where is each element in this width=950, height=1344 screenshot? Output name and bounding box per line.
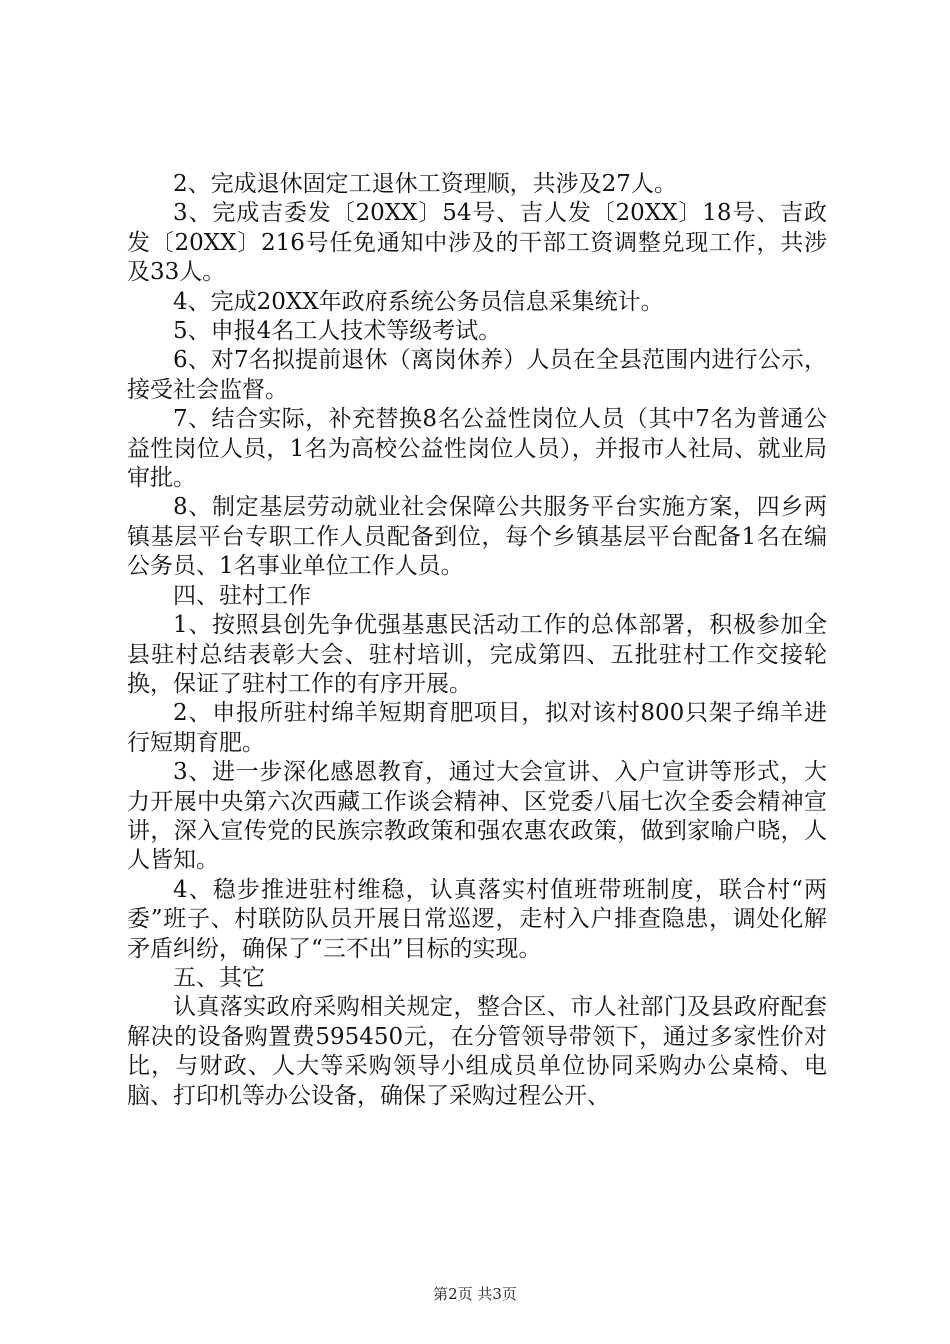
section-heading-village-work: 四、驻村工作 xyxy=(173,582,311,609)
document-body xyxy=(127,170,827,1111)
paragraph-worker-exam: 5、申报4名工人技术等级考试。 xyxy=(173,318,502,345)
paragraph-retirement-wages: 2、完成退休固定工退休工资理顺，共涉及27人。 xyxy=(173,171,677,197)
paragraph-salary-adjustment: 3、完成吉委发〔20XX〕54号、吉人发〔20XX〕18号、吉政发〔20XX〕216号任免通知中涉及的干部工资调整兑现工作，共涉及33人。 xyxy=(127,200,827,286)
paragraph-civil-servant-info: 4、完成20XX年政府系统公务员信息采集统计。 xyxy=(173,288,664,315)
paragraph-service-platform: 8、制定基层劳动就业社会保障公共服务平台实施方案，四乡两镇基层平台专职工作人员配备到位，每个乡镇基层平台配备1名在编公务员、1名事业单位工作人员。 xyxy=(127,494,827,580)
paragraph-sheep-fattening: 2、申报所驻村绵羊短期育肥项目，拟对该村800只架子绵羊进行短期育肥。 xyxy=(127,700,827,756)
paragraph-village-rotation: 1、按照县创先争优强基惠民活动工作的总体部署，积极参加全县驻村总结表彰大会、驻村培训，完成第四、五批驻村工作交接轮换，保证了驻村工作的有序开展。 xyxy=(127,612,827,697)
page-number-footer: 第2页 共3页 xyxy=(433,1285,517,1303)
paragraph-early-retirement: 6、对7名拟提前退休（离岗休养）人员在全县范围内进行公示，接受社会监督。 xyxy=(127,347,827,403)
paragraph-procurement: 认真落实政府采购相关规定，整合区、市人社部门及县政府配套解决的设备购置费595450元，在分管领导带领下，通过多家性价对比，与财政、人大等采购领导小组成员单位协同采购办公桌椅、电脑、打印机等办公设备，确保了采购过程公开、 xyxy=(127,994,827,1109)
paragraph-village-stability: 4、稳步推进驻村维稳，认真落实村值班带班制度，联合村“两委”班子、村联防队员开展日常巡逻，走村入户排查隐患，调处化解矛盾纠纷，确保了“三不出”目标的实现。 xyxy=(127,876,827,962)
section-heading-other: 五、其它 xyxy=(173,964,265,991)
paragraph-public-welfare-posts: 7、结合实际，补充替换8名公益性岗位人员（其中7名为普通公益性岗位人员，1名为高校公益性岗位人员），并报市人社局、就业局审批。 xyxy=(127,406,827,492)
paragraph-gratitude-education: 3、进一步深化感恩教育，通过大会宣讲、入户宣讲等形式，大力开展中央第六次西藏工作谈会精神、区党委八届七次全委会精神宣讲，深入宣传党的民族宗教政策和强农惠农政策，做到家喻户晓，人人皆知。 xyxy=(127,759,827,874)
